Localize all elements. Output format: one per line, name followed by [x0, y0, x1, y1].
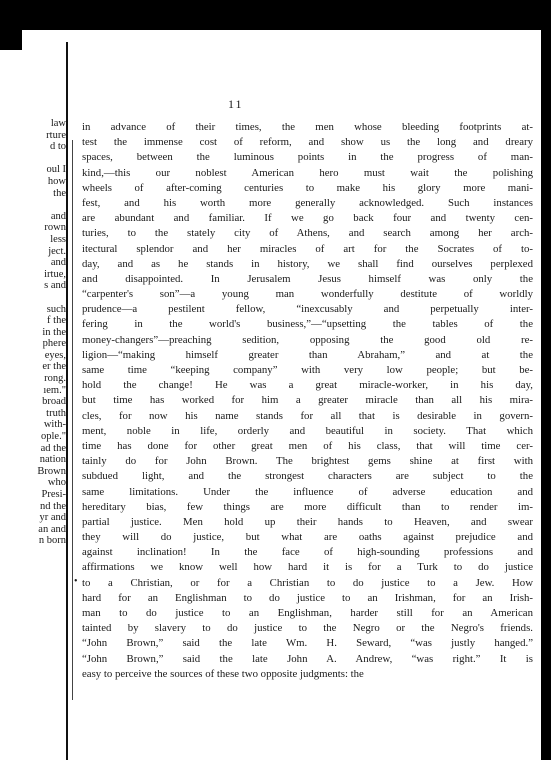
left-fragment-line: f the [47, 315, 66, 327]
left-fragment-line: ıem." [43, 384, 66, 396]
book-gutter [66, 42, 68, 760]
left-fragment-line: ject. [48, 245, 66, 257]
text-line: prudence—a pestilent fellow, “inexcusably and perpetually inter- [82, 303, 533, 316]
book-gutter-shadow [72, 140, 73, 700]
left-fragment-line: an and [38, 523, 66, 535]
left-fragment-line: how [47, 175, 66, 187]
scan-border-top [0, 0, 551, 30]
text-line: fest, and his worth more generally acknowledged. Such instances [82, 196, 533, 209]
text-line: are abundant and familiar. If we go back four and twenty cen- [82, 212, 533, 225]
left-page-fragments [2, 118, 66, 547]
text-line: hard for an Englishman to do justice to an Irishman, for an Irish- [82, 591, 533, 604]
left-fragment-line: eyes, [44, 349, 66, 361]
left-fragment-line: phere [42, 338, 66, 350]
left-fragment-line: and [50, 257, 66, 269]
left-fragment-line: irtue, [44, 268, 66, 280]
left-fragment-line [2, 292, 66, 304]
text-line: hold the change! He was a great miracle-worker, in his day, [82, 379, 533, 392]
left-fragment-line: the [53, 187, 66, 199]
margin-mark: • [74, 576, 78, 587]
left-fragment-line [2, 153, 66, 165]
left-fragment-line: Brown [37, 465, 66, 477]
left-fragment-line: ople." [41, 431, 66, 443]
left-fragment-line: rong. [44, 373, 66, 385]
main-text-block [82, 120, 533, 682]
text-line: against inclination! In the face of high-sounding professions and [82, 546, 533, 559]
text-line: same limitations. Under the influence of adverse education and [82, 485, 533, 498]
text-line: ment, noble in life, orderly and beautiful in society. That which [82, 424, 533, 437]
left-fragment-line: rture [46, 129, 66, 141]
text-line: test the immense cost of reform, and show us the long and dreary [82, 136, 533, 149]
left-fragment-line: rown [44, 222, 66, 234]
text-line: tainly do for John Brown. The brightest gems shine at first with [82, 455, 533, 468]
text-line: affirmations we know well how hard it is for a Turk to do justice [82, 561, 533, 574]
text-line: fering in the world's business,”—“upsetting the tables of the [82, 318, 533, 331]
left-fragment-line: nd the [40, 500, 66, 512]
left-fragment-line: yr and [39, 512, 66, 524]
text-line: same time “keeping company” with very low people; but be- [82, 364, 533, 376]
left-fragment-line [2, 199, 66, 211]
text-line: easy to perceive the sources of these two opposite judgments: the [82, 667, 364, 680]
text-line: but time has worked for him a greater miracle than all his mira- [82, 394, 533, 407]
left-fragment-line: and [50, 210, 66, 222]
left-fragment-line: d to [49, 141, 66, 153]
scan-border-left-band [0, 30, 22, 50]
text-line: “John Brown,” said the late John A. Andrew, “was right.” It is [82, 652, 533, 665]
left-fragment-line: oul I [46, 164, 66, 176]
text-line: kind,—this our noblest American hero must wait the polishing [82, 166, 533, 179]
text-line: partial justice. Men hold up their hands to Heaven, and swear [82, 515, 533, 528]
left-fragment-line: such [46, 303, 66, 315]
left-fragment-line: who [47, 477, 66, 489]
left-fragment-line: s and [44, 280, 66, 292]
text-line: tainted by slavery to do justice to the Negro or the Negro's friends. [82, 622, 533, 635]
left-fragment-line: er the [42, 361, 66, 373]
left-fragment-line: with- [43, 419, 66, 431]
left-fragment-line: law [50, 118, 66, 129]
left-fragment-line: truth [46, 407, 66, 419]
text-line: hereditary bias, few things are more difficult than to render im- [82, 500, 533, 513]
left-fragment-line: Presi- [41, 489, 66, 500]
page-number: 11 [228, 97, 244, 111]
left-fragment-line: ad the [40, 442, 66, 454]
left-fragment-line: less [50, 233, 66, 245]
text-line: “carpenter's son”—a young man wonderfully destitute of worldly [82, 288, 533, 301]
left-fragment-line: nation [39, 454, 66, 466]
text-line: day, and as he stands in history, we shall find ourselves perplexed [82, 257, 533, 270]
left-fragment-line: broad [42, 396, 66, 408]
text-line: subdued light, and the strongest characters are subject to the [82, 470, 533, 483]
text-line: cles, for now his name stands for all that is desirable in govern- [82, 409, 533, 422]
text-line: time has done for other great men of his class, that will time cer- [82, 439, 533, 452]
text-line: they will do justice, but what are oaths against prejudice and [82, 531, 533, 544]
left-fragment-line: in the [42, 326, 66, 338]
left-fragment-line: n born [38, 535, 66, 547]
text-line: ligion—“making himself greater than Abraham,” and at the [82, 348, 533, 361]
text-line: in advance of their times, the men whose bleeding footprints at- [82, 121, 533, 133]
text-line: man to do justice to an Englishman, harder still for an American [82, 607, 533, 619]
text-line: money-changers”—preaching sedition, opposing the good old re- [82, 333, 533, 346]
text-line: and disappointed. In Jerusalem Jesus himself was only the [82, 272, 533, 285]
text-line: itectural splendor and her miracles of art for the Socrates of to- [82, 242, 533, 255]
text-line: wheels of after-coming centuries to make his glory more mani- [82, 181, 533, 194]
text-line: “John Brown,” said the late Wm. H. Seward, “was justly hanged.” [82, 637, 533, 650]
scan-border-right [541, 0, 551, 760]
text-line: to a Christian, or for a Christian to do justice to a Jew. How [82, 576, 533, 589]
text-line: spaces, between the luminous points in the progress of man- [82, 151, 533, 164]
text-line: turies, to the stately city of Athens, and search among her arch- [82, 227, 533, 240]
